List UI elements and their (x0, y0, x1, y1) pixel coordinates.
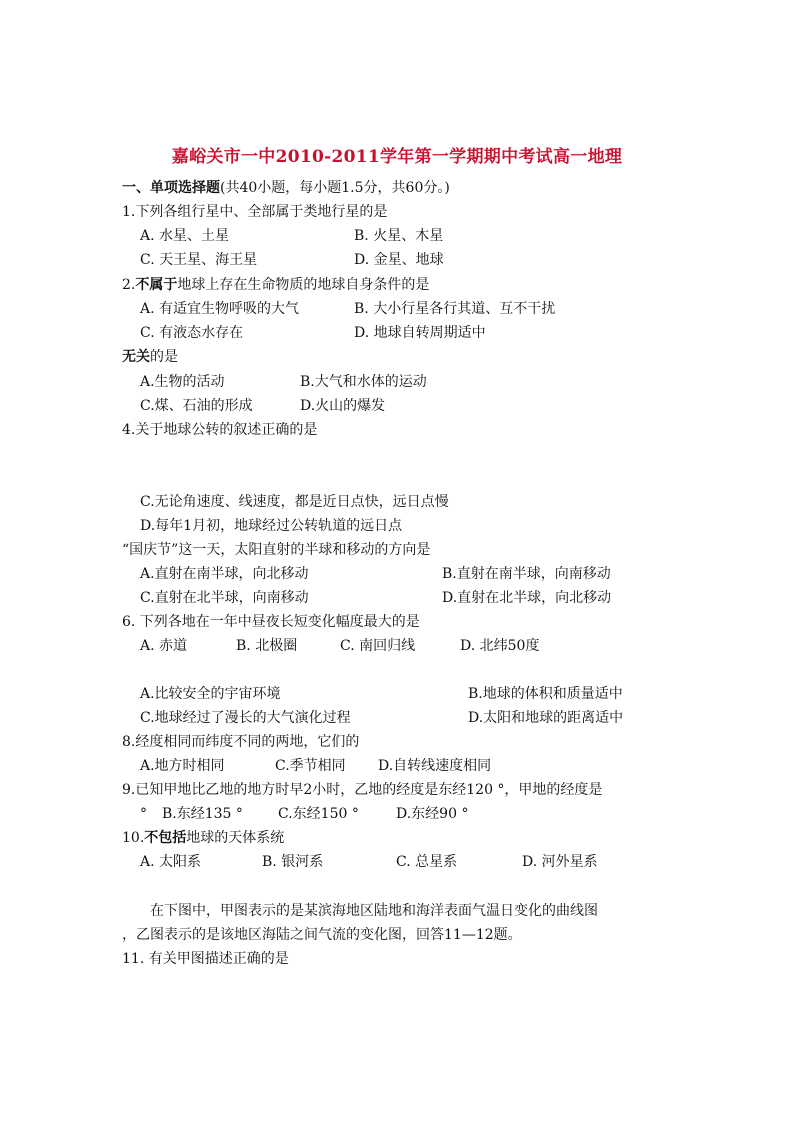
q2-stem: 地球上存在生命物质的地球自身条件的是 (177, 277, 430, 293)
q6-stem: 6. 下列各地在一年中昼夜长短变化幅度最大的是 (122, 614, 420, 630)
q1-option-c: C. 天王星、海王星 (140, 252, 258, 268)
q9-stem: 9.已知甲地比乙地的地方时早2小时，乙地的经度是东经120 °，甲地的经度是 (122, 782, 603, 798)
passage-line-1: 在下图中，甲图表示的是某滨海地区陆地和海洋表面气温日变化的曲线图 (150, 903, 598, 919)
q2-option-d: D. 地球自转周期适中 (354, 325, 486, 341)
q10-stem-line (122, 828, 284, 848)
q7-option-b: B.地球的体积和质量适中 (468, 686, 623, 702)
q10-option-d: D. 河外星系 (522, 854, 598, 870)
q3-option-b: B.大气和水体的运动 (300, 374, 427, 390)
q11-stem: 11. 有关甲图描述正确的是 (122, 951, 289, 967)
passage-line-2: ，乙图表示的是该地区海陆之间气流的变化图，回答11—12题。 (122, 927, 522, 943)
q2-option-b: B. 大小行星各行其道、互不干扰 (354, 301, 556, 317)
q1-option-b: B. 火星、木星 (354, 228, 444, 244)
q6-option-c: C. 南回归线 (340, 638, 416, 654)
q10-stem: 地球的天体系统 (186, 830, 285, 846)
q2-option-a: A. 有适宜生物呼吸的大气 (140, 301, 300, 317)
q6-option-b: B. 北极圈 (236, 638, 298, 654)
q5-option-b: B.直射在南半球，向南移动 (442, 566, 611, 582)
q5-stem: “国庆节”这一天，太阳直射的半球和移动的方向是 (122, 542, 431, 558)
q8-stem: 8.经度相同而纬度不同的两地，它们的 (122, 734, 360, 750)
q10-option-b: B. 银河系 (262, 854, 324, 870)
q4-option-c: C.无论角速度、线速度，都是近日点快，远日点慢 (140, 494, 449, 510)
q2-stem-line (122, 275, 429, 295)
q5-option-d: D.直射在北半球，向北移动 (442, 590, 612, 606)
q8-option-a: A.地方时相同 (140, 758, 225, 774)
q6-option-d: D. 北纬50度 (460, 638, 540, 654)
q10-option-a: A. 太阳系 (140, 854, 202, 870)
q3-stem: 的是 (150, 349, 178, 365)
exam-title: 嘉峪关市一中2010-2011学年第一学期期中考试高一地理 (171, 147, 623, 167)
q2-prefix: 2. (122, 277, 136, 293)
q5-option-c: C.直射在北半球，向南移动 (140, 590, 309, 606)
q9-option-d: D.东经90 ° (396, 806, 469, 822)
q1-option-d: D. 金星、地球 (354, 252, 444, 268)
q4-stem: 4.关于地球公转的叙述正确的是 (122, 422, 318, 438)
q9-option-a: ° (140, 806, 147, 822)
q1-stem: 1.下列各组行星中、全部属于类地行星的是 (122, 204, 388, 220)
q7-option-c: C.地球经过了漫长的大气演化过程 (140, 710, 351, 726)
q9-option-b: B.东经135 ° (162, 806, 243, 822)
q6-option-a: A. 赤道 (140, 638, 188, 654)
q5-option-a: A.直射在南半球，向北移动 (140, 566, 309, 582)
q3-stem-line (122, 347, 178, 367)
q7-option-a: A.比较安全的宇宙环境 (140, 686, 281, 702)
q2-bold: 不属于 (135, 277, 178, 293)
q2-option-c: C. 有液态水存在 (140, 325, 244, 341)
q3-option-a: A.生物的活动 (140, 374, 225, 390)
q10-bold: 不包括 (144, 830, 187, 846)
section-heading: 一、单项选择题 (122, 180, 220, 196)
q3-option-c: C.煤、石油的形成 (140, 398, 253, 414)
q1-option-a: A. 水星、土星 (140, 228, 230, 244)
q9-option-c: C.东经150 ° (278, 806, 359, 822)
q4-option-d: D.每年1月初，地球经过公转轨道的远日点 (140, 518, 403, 534)
q8-option-c: C.季节相同 (275, 758, 346, 774)
q3-bold: 无关 (122, 349, 150, 365)
q7-option-d: D.太阳和地球的距离适中 (468, 710, 624, 726)
q10-option-c: C. 总星系 (396, 854, 458, 870)
q10-prefix: 10. (122, 830, 145, 846)
q8-option-d: D.自转线速度相同 (378, 758, 492, 774)
section-note: (共40小题，每小题1.5分，共60分。) (220, 180, 450, 196)
section-heading-line (122, 178, 450, 198)
q3-option-d: D.火山的爆发 (300, 398, 386, 414)
